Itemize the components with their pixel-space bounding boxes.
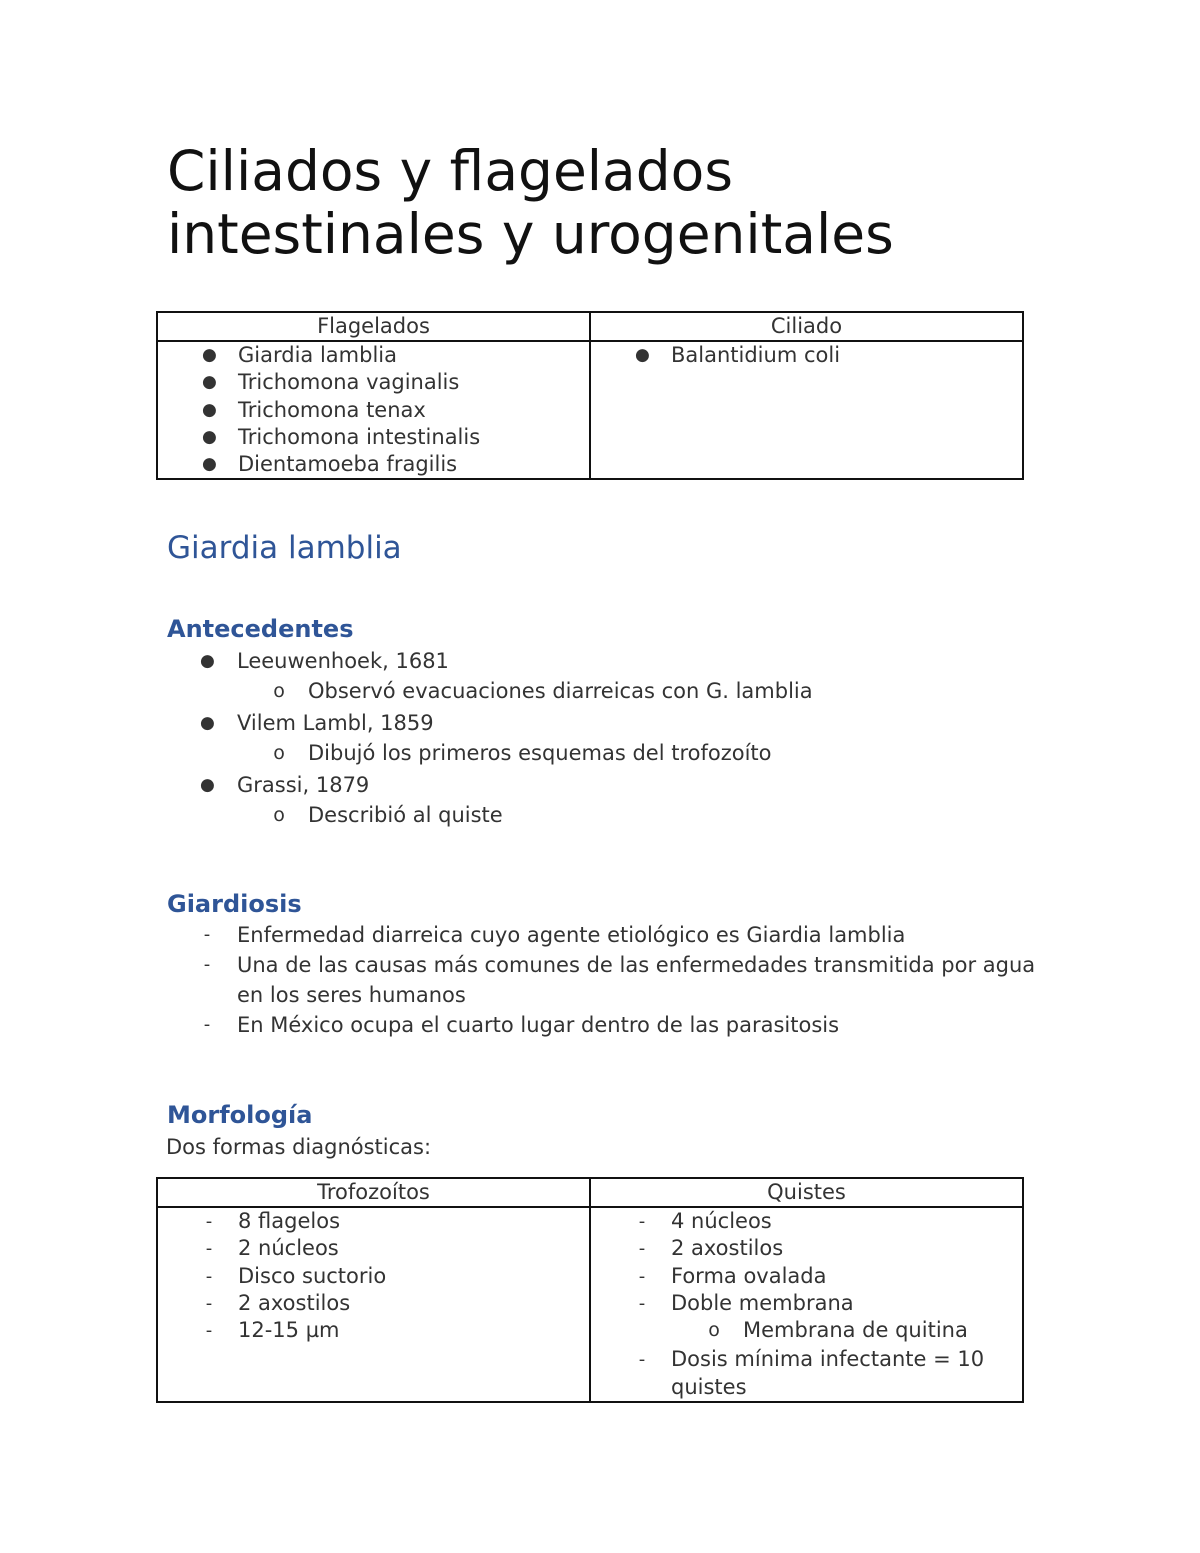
list-item: - Forma ovalada	[591, 1263, 1022, 1290]
giardiosis-heading: Giardiosis	[167, 890, 302, 918]
document-title: Ciliados y flagelados intestinales y urogenitales	[167, 139, 894, 266]
dash-bullet-icon: -	[205, 1211, 213, 1232]
bullet-icon: ●	[202, 345, 217, 365]
list-item: - En México ocupa el cuarto lugar dentro de las parasitosis	[156, 1010, 1036, 1040]
giardiosis-list	[156, 920, 1036, 1040]
circle-bullet-icon: o	[273, 804, 285, 826]
list-item: - 2 núcleos	[158, 1235, 589, 1262]
dash-bullet-icon: -	[205, 1292, 213, 1314]
bullet-icon: ●	[200, 775, 215, 795]
bullet-icon: ●	[200, 651, 215, 671]
list-item: ● Giardia lamblia	[158, 342, 589, 369]
list-item: ● Trichomona intestinalis	[158, 424, 589, 451]
table-header-quistes: Quistes	[590, 1178, 1023, 1207]
list-item: - 2 axostilos	[591, 1235, 1022, 1262]
list-item: - Una de las causas más comunes de las enfermedades transmitida por agua en los seres humanos	[156, 950, 1036, 1010]
list-subitem: o Describió al quiste	[156, 800, 1056, 830]
dash-bullet-icon: -	[638, 1238, 646, 1260]
list-subitem: o Observó evacuaciones diarreicas con G. lamblia	[156, 676, 1056, 706]
table-header-trofozoitos: Trofozoítos	[157, 1178, 590, 1207]
bullet-icon: ●	[635, 345, 650, 365]
list-item: - Disco suctorio	[158, 1263, 589, 1290]
circle-bullet-icon: o	[273, 680, 285, 702]
list-subitem: o Membrana de quitina	[591, 1317, 1022, 1344]
dash-bullet-icon: -	[203, 1014, 211, 1035]
flagelados-cell	[157, 341, 590, 479]
dash-bullet-icon: -	[638, 1292, 646, 1314]
bullet-icon: ●	[202, 426, 217, 447]
list-item: ● Leeuwenhoek, 1681	[156, 646, 1056, 676]
dash-bullet-icon: -	[203, 924, 211, 945]
section-title: Giardia lamblia	[167, 530, 402, 566]
trofozoitos-cell	[157, 1207, 590, 1402]
list-item: - 2 axostilos	[158, 1290, 589, 1317]
list-item: ● Trichomona vaginalis	[158, 369, 589, 396]
circle-bullet-icon: o	[273, 742, 285, 764]
list-item: - 12-15 µm	[158, 1317, 589, 1344]
dash-bullet-icon: -	[638, 1349, 646, 1371]
list-item: - 4 núcleos	[591, 1208, 1022, 1235]
flagelados-ciliado-table	[156, 311, 1024, 480]
list-item: ● Grassi, 1879	[156, 770, 1056, 800]
trofozoitos-quistes-table	[156, 1177, 1024, 1403]
bullet-icon: ●	[202, 372, 217, 393]
list-item: ● Vilem Lambl, 1859	[156, 708, 1056, 738]
list-item: - 8 flagelos	[158, 1208, 589, 1235]
list-subitem: o Dibujó los primeros esquemas del trofozoíto	[156, 738, 1056, 768]
quistes-cell	[590, 1207, 1023, 1402]
antecedentes-list	[156, 646, 1056, 830]
dash-bullet-icon: -	[203, 954, 211, 975]
list-item: - Dosis mínima infectante = 10 quistes	[591, 1346, 1022, 1401]
antecedentes-heading: Antecedentes	[167, 615, 354, 643]
bullet-icon: ●	[200, 713, 215, 733]
table-header-ciliado: Ciliado	[590, 312, 1023, 341]
list-item: ● Balantidium coli	[591, 342, 1022, 369]
circle-bullet-icon: o	[708, 1319, 720, 1342]
dash-bullet-icon: -	[205, 1265, 213, 1287]
list-item: ● Dientamoeba fragilis	[158, 451, 589, 478]
list-item: - Enfermedad diarreica cuyo agente etiológico es Giardia lamblia	[156, 920, 1036, 950]
morfologia-intro: Dos formas diagnósticas:	[166, 1135, 432, 1159]
bullet-icon: ●	[202, 454, 217, 475]
dash-bullet-icon: -	[638, 1265, 646, 1287]
list-item: - Doble membrana	[591, 1290, 1022, 1317]
bullet-icon: ●	[202, 399, 217, 420]
morfologia-heading: Morfología	[167, 1101, 313, 1129]
dash-bullet-icon: -	[205, 1320, 213, 1342]
dash-bullet-icon: -	[638, 1211, 646, 1232]
ciliado-cell	[590, 341, 1023, 479]
dash-bullet-icon: -	[205, 1238, 213, 1260]
list-item: ● Trichomona tenax	[158, 397, 589, 424]
table-header-flagelados: Flagelados	[157, 312, 590, 341]
